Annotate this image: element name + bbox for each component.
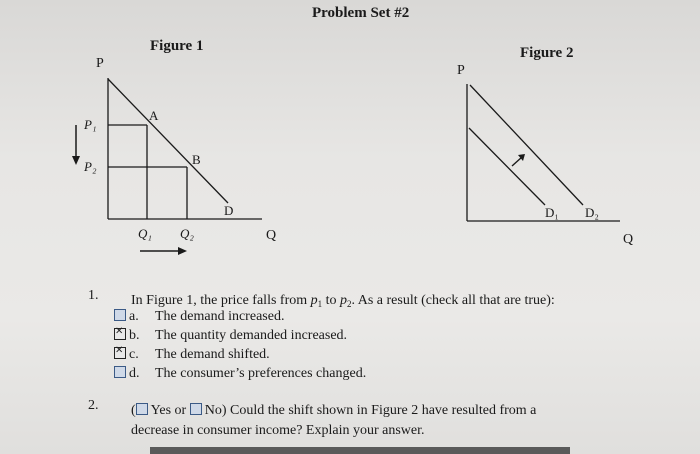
fig1-demand-label: D xyxy=(224,203,234,218)
answer-box-edge xyxy=(150,447,570,454)
q1-option-d-letter: d. xyxy=(129,366,140,381)
q1-option-d xyxy=(114,366,366,382)
q1-option-b-text: The quantity demanded increased. xyxy=(155,328,348,343)
q2-no-label: No) Could the shift shown in Figure 2 have resulted from a xyxy=(204,403,537,418)
q1-option-c-checkbox[interactable] xyxy=(114,347,126,359)
q1-option-d-checkbox[interactable] xyxy=(114,366,126,378)
fig2-shift-arrow xyxy=(512,154,525,166)
q1-var-p2: p xyxy=(340,293,348,308)
question-2-line-2: decrease in consumer income? Explain your answer. xyxy=(131,423,425,438)
fig1-q2-label: Q₂ xyxy=(180,226,194,241)
q2-open-paren: ( xyxy=(131,403,136,418)
q1-option-a xyxy=(114,309,284,325)
q1-var-p1: p xyxy=(310,293,318,308)
page-title: Problem Set #2 xyxy=(312,5,410,21)
question-2-number: 2. xyxy=(88,398,99,413)
q2-yes-label: Yes or xyxy=(150,403,190,418)
q1-option-a-checkbox[interactable] xyxy=(114,309,126,321)
fig2-d2-label: D₂ xyxy=(585,205,599,220)
fig2-d1-label: D₁ xyxy=(545,205,559,220)
q1-option-c-letter: c. xyxy=(129,347,139,362)
figure-1-title: Figure 1 xyxy=(150,38,204,54)
q1-option-b-letter: b. xyxy=(129,328,140,343)
fig2-d1-curve xyxy=(469,128,545,205)
q1-option-c-text: The demand shifted. xyxy=(155,347,270,362)
q2-yes-checkbox[interactable] xyxy=(136,403,148,415)
fig1-p1-label: P₁ xyxy=(84,117,97,132)
fig1-point-b-label: B xyxy=(192,152,201,167)
q2-no-checkbox[interactable] xyxy=(190,403,202,415)
q1-sub-1: 1 xyxy=(317,299,323,309)
q1-option-c xyxy=(114,347,270,363)
question-1-text xyxy=(131,293,555,309)
figure-2-title: Figure 2 xyxy=(520,45,574,61)
q1-text-start: In Figure 1, the price falls from xyxy=(131,293,311,308)
fig1-q-axis-label: Q xyxy=(266,228,277,243)
fig2-q-axis-label: Q xyxy=(623,232,634,247)
q1-sub-2: 2 xyxy=(347,299,352,309)
fig2-p-axis-label: P xyxy=(457,63,465,78)
q1-option-d-text: The consumer’s preferences changed. xyxy=(155,366,367,381)
q1-option-a-letter: a. xyxy=(129,309,139,324)
fig1-point-a-label: A xyxy=(149,108,159,123)
q1-word-to: to xyxy=(322,293,341,308)
question-1-number: 1. xyxy=(88,288,99,303)
fig1-p2-label: P₂ xyxy=(84,159,97,174)
question-2-line-1 xyxy=(131,403,536,419)
q1-option-b xyxy=(114,328,347,344)
q1-option-a-text: The demand increased. xyxy=(155,309,285,324)
q1-option-b-checkbox[interactable] xyxy=(114,328,126,340)
fig1-p-axis-label: P xyxy=(96,56,104,71)
fig1-q1-label: Q₁ xyxy=(138,226,152,241)
q1-text-end: . As a result (check all that are true): xyxy=(351,293,555,308)
